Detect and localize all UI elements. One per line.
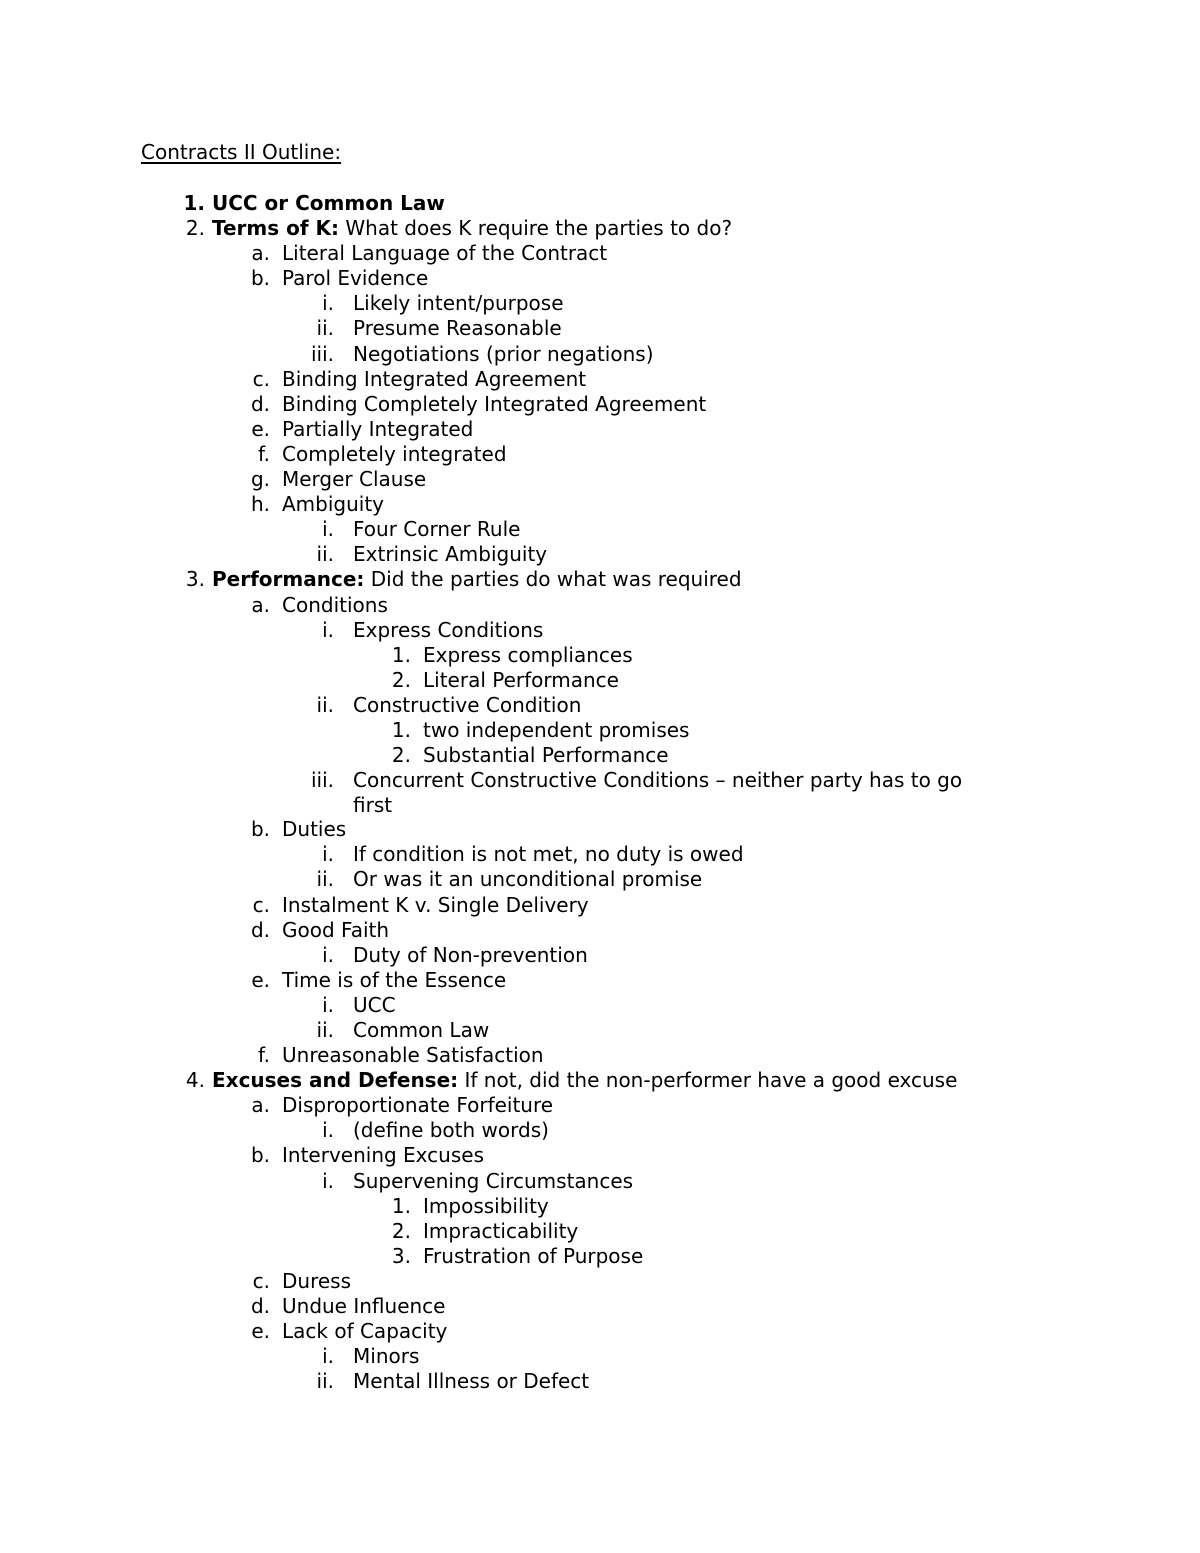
outline-item-marker: a.	[251, 241, 270, 266]
outline-item-marker: d.	[250, 391, 270, 416]
outline-item-text: Minors	[353, 1344, 420, 1369]
outline-item-level-1	[0, 191, 1200, 216]
outline-item-marker: iii.	[310, 768, 334, 793]
outline-item-level-2	[0, 1093, 1200, 1118]
outline-item-text: Partially Integrated	[282, 416, 474, 441]
outline-item-marker: a.	[251, 592, 270, 617]
outline-item-marker: c.	[252, 892, 270, 917]
outline-item-level-3	[0, 993, 1200, 1018]
outline-item-level-2	[0, 968, 1200, 993]
outline-item-marker: 2.	[391, 1218, 411, 1243]
outline-item-level-2	[0, 266, 1200, 291]
outline-item-text: Express Conditions	[353, 617, 544, 642]
outline-item-text: Common Law	[353, 1018, 490, 1042]
outline-item-level-3	[0, 517, 1200, 542]
document-title: Contracts II Outline:	[141, 140, 342, 164]
outline-item-level-3	[0, 1369, 1200, 1394]
outline-item-level-3	[0, 693, 1200, 718]
outline-item-text: Intervening Excuses	[282, 1143, 484, 1168]
outline-item-level-3	[0, 618, 1200, 643]
outline-item-text: Impracticability	[423, 1218, 579, 1243]
outline-item-heading: Performance:	[212, 567, 365, 592]
outline-item-level-2	[0, 367, 1200, 392]
outline-item-marker: 2.	[391, 667, 411, 692]
outline-item-level-2	[0, 467, 1200, 492]
outline-item-marker: ii.	[316, 542, 334, 567]
outline-item-level-3	[0, 867, 1200, 892]
outline-item-heading: UCC or Common Law	[212, 191, 445, 215]
outline-item-marker: ii.	[316, 1369, 334, 1394]
outline-item-level-3	[0, 1018, 1200, 1043]
outline-item-level-3	[0, 842, 1200, 867]
outline-item-level-3	[0, 943, 1200, 968]
outline-item-text: Concurrent Constructive Conditions – neither party has to go	[353, 768, 963, 793]
outline-item-marker: 1.	[183, 191, 205, 215]
outline-list	[0, 191, 1200, 1394]
outline-item-level-3	[0, 542, 1200, 567]
outline-item-level-4	[0, 668, 1200, 693]
outline-item-text	[212, 567, 742, 592]
outline-item-text: Unreasonable Satisfaction	[282, 1043, 544, 1068]
outline-item-level-1	[0, 216, 1200, 241]
outline-item-text: Constructive Condition	[353, 692, 582, 717]
outline-item-marker: iii.	[310, 341, 334, 366]
outline-item-text: Presume Reasonable	[353, 316, 562, 341]
outline-item-text: (define both words)	[353, 1118, 549, 1143]
outline-item-marker: g.	[250, 467, 270, 492]
outline-item-text: Binding Completely Integrated Agreement	[282, 391, 707, 416]
outline-item-level-4	[0, 1219, 1200, 1244]
outline-item-level-2	[0, 893, 1200, 918]
outline-item-marker: i.	[322, 1344, 334, 1369]
outline-item-text: Impossibility	[423, 1193, 549, 1218]
outline-item-marker: i.	[322, 1118, 334, 1143]
outline-item-level-2	[0, 918, 1200, 943]
outline-item-text: Time is of the Essence	[282, 967, 507, 992]
outline-item-text: If condition is not met, no duty is owed	[353, 842, 744, 867]
outline-item-marker: b.	[250, 266, 270, 291]
outline-item-text: Literal Language of the Contract	[282, 241, 608, 266]
outline-item-level-2	[0, 1319, 1200, 1344]
outline-item-text: Lack of Capacity	[282, 1319, 448, 1344]
outline-item-marker: 2.	[185, 216, 205, 241]
outline-item-level-2	[0, 1143, 1200, 1168]
outline-item-text: Literal Performance	[423, 667, 619, 692]
outline-item-level-2	[0, 392, 1200, 417]
outline-item-text: UCC	[353, 992, 396, 1017]
outline-item-text: Good Faith	[282, 917, 390, 942]
outline-item-text: Extrinsic Ambiguity	[353, 542, 548, 567]
outline-item-text: Four Corner Rule	[353, 517, 521, 542]
outline-item-marker: ii.	[316, 316, 334, 341]
outline-item-marker: c.	[252, 366, 270, 391]
outline-item-marker: h.	[250, 492, 270, 517]
outline-item-marker: c.	[252, 1268, 270, 1293]
outline-item-description: If not, did the non-performer have a good excuse	[458, 1068, 958, 1093]
outline-item-text: Completely integrated	[282, 441, 507, 466]
outline-item-level-4	[0, 1244, 1200, 1269]
outline-item-text: Likely intent/purpose	[353, 291, 564, 316]
outline-item-text: Merger Clause	[282, 467, 427, 492]
outline-item-level-3	[0, 342, 1200, 367]
outline-item-description: What does K require the parties to do?	[339, 216, 733, 241]
outline-item-level-2	[0, 593, 1200, 618]
outline-item-text: two independent promises	[423, 717, 690, 742]
outline-item-marker: 3.	[391, 1243, 411, 1268]
outline-item-description: Did the parties do what was required	[364, 567, 742, 592]
outline-item-level-3	[0, 768, 1200, 793]
outline-item-marker: 1.	[391, 717, 411, 742]
outline-item-text: Duty of Non-prevention	[353, 942, 588, 967]
outline-item-level-3	[0, 1169, 1200, 1194]
outline-item-marker: e.	[251, 967, 270, 992]
outline-item-text: Conditions	[282, 592, 388, 617]
outline-item-marker: a.	[251, 1093, 270, 1118]
outline-item-marker: e.	[251, 416, 270, 441]
outline-item-marker: ii.	[316, 692, 334, 717]
outline-item-marker: 4.	[185, 1068, 205, 1093]
outline-item-text: Supervening Circumstances	[353, 1168, 634, 1193]
outline-item-marker: i.	[322, 842, 334, 867]
outline-item-marker: i.	[322, 517, 334, 542]
outline-item-level-2	[0, 817, 1200, 842]
outline-item-marker: d.	[250, 1294, 270, 1319]
outline-item-marker: i.	[322, 617, 334, 642]
outline-item-level-3	[0, 291, 1200, 316]
outline-item-level-2	[0, 417, 1200, 442]
outline-item-level-3	[0, 316, 1200, 341]
outline-item-marker: 3.	[185, 567, 205, 592]
outline-item-text: Binding Integrated Agreement	[282, 366, 587, 391]
outline-item-marker: f.	[258, 441, 270, 466]
outline-item-level-4	[0, 643, 1200, 668]
outline-item-level-3	[0, 1118, 1200, 1143]
outline-item-text: Duress	[282, 1268, 352, 1293]
outline-item-text	[212, 216, 732, 241]
outline-item-level-4	[0, 718, 1200, 743]
outline-item-text	[212, 191, 445, 216]
outline-item-level-2	[0, 1294, 1200, 1319]
outline-item-level-2	[0, 492, 1200, 517]
outline-item-text: Express compliances	[423, 642, 633, 667]
outline-item-level-4	[0, 743, 1200, 768]
outline-item-text: Ambiguity	[282, 492, 385, 517]
outline-item-text: Substantial Performance	[423, 743, 669, 768]
outline-item-marker: b.	[250, 1143, 270, 1168]
outline-item-marker: 2.	[391, 743, 411, 768]
outline-item-text: Negotiations (prior negations)	[353, 341, 654, 366]
outline-item-marker: i.	[322, 942, 334, 967]
outline-item-text: Duties	[282, 817, 347, 842]
outline-item-level-2	[0, 241, 1200, 266]
outline-item-heading: Excuses and Defense:	[212, 1068, 459, 1093]
outline-item-level-1	[0, 567, 1200, 592]
outline-item-text: Mental Illness or Defect	[353, 1369, 590, 1394]
outline-item-text: Disproportionate Forfeiture	[282, 1093, 554, 1118]
outline-item-text: Frustration of Purpose	[423, 1243, 644, 1268]
outline-item-level-1	[0, 1068, 1200, 1093]
outline-item-marker: ii.	[316, 867, 334, 892]
outline-item-heading: Terms of K:	[212, 216, 340, 241]
outline-item-marker: 1.	[391, 642, 411, 667]
outline-item-text: Or was it an unconditional promise	[353, 867, 703, 892]
outline-item-marker: d.	[250, 917, 270, 942]
outline-item-marker: e.	[251, 1319, 270, 1344]
outline-item-marker: f.	[258, 1043, 270, 1068]
outline-item-marker: ii.	[316, 1018, 334, 1042]
outline-item-continuation	[0, 793, 1200, 817]
outline-item-marker: i.	[322, 291, 334, 316]
outline-item-text: Parol Evidence	[282, 266, 429, 291]
outline-item-level-2	[0, 1043, 1200, 1068]
outline-item-level-3	[0, 1344, 1200, 1369]
outline-item-level-4	[0, 1194, 1200, 1219]
outline-item-text: first	[353, 793, 393, 818]
outline-item-marker: i.	[322, 1168, 334, 1193]
outline-item-text	[212, 1068, 957, 1093]
outline-item-level-2	[0, 1269, 1200, 1294]
outline-item-marker: 1.	[391, 1193, 411, 1218]
outline-item-text: Undue Influence	[282, 1294, 446, 1319]
outline-item-marker: b.	[250, 817, 270, 842]
outline-item-level-2	[0, 442, 1200, 467]
outline-item-text: Instalment K v. Single Delivery	[282, 892, 589, 917]
outline-item-marker: i.	[322, 992, 334, 1017]
